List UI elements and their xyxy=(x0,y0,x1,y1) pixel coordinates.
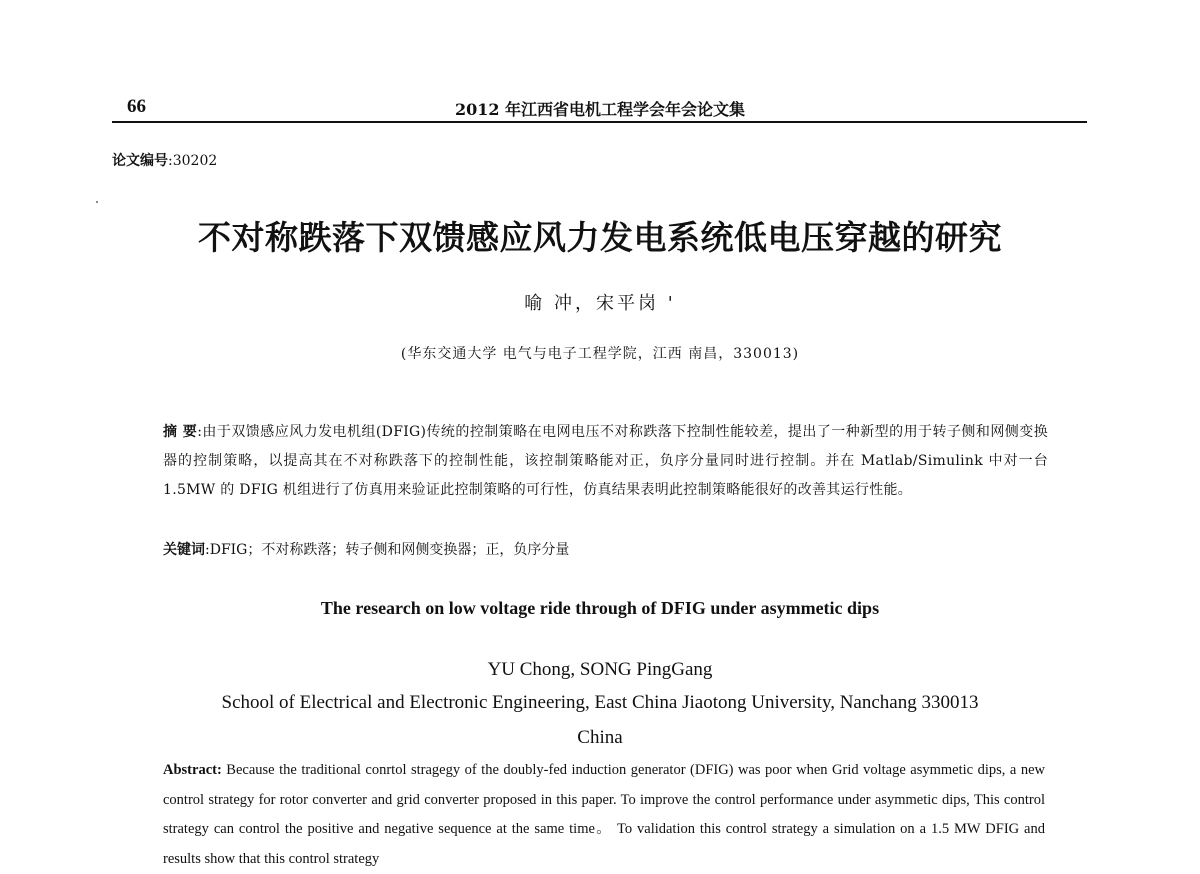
scan-speck xyxy=(96,201,98,203)
keywords-cn-text: :DFIG；不对称跌落；转子侧和网侧变换器；正，负序分量 xyxy=(205,542,570,558)
abstract-en-text: Because the traditional conrtol stragegy of the doubly-fed induction generator (DFIG) was poor when Grid voltage asymmetic dips, a new control strategy for rotor converter and grid converter proposed in this paper. To improve the control performance under asymmetic dips, This control strategy can control the positive and negative sequence at the same time。 To validation this control strategy a simulation on a 1.5 MW DFIG and results show that this control strategy xyxy=(163,762,1045,867)
abstract-en xyxy=(163,756,1045,874)
keywords-cn-label: 关键词 xyxy=(163,542,205,558)
paper-number-label: 论文编号 xyxy=(112,153,168,169)
paper-title-en: The research on low voltage ride through of DFIG under asymmetic dips xyxy=(320,598,880,618)
authors-en: YU Chong, SONG PingGang xyxy=(487,659,713,680)
paper-number xyxy=(112,150,217,170)
affiliation-en-line1: School of Electrical and Electronic Engineering, East China Jiaotong University, Nanchang 330013 xyxy=(221,692,979,713)
paper-title-cn: 不对称跌落下双馈感应风力发电系统低电压穿越的研究 xyxy=(198,218,1002,257)
authors-cn: 喻 冲，宋平岗 ' xyxy=(524,293,676,314)
affiliation-en-line2: China xyxy=(577,727,623,748)
header-rule xyxy=(112,121,1087,123)
abstract-cn xyxy=(163,418,1048,505)
keywords-cn xyxy=(163,536,1048,565)
paper-number-value: :30202 xyxy=(168,153,218,169)
running-title: 2012 年江西省电机工程学会年会论文集 xyxy=(454,100,746,119)
abstract-en-label: Abstract: xyxy=(163,762,222,778)
abstract-cn-label: 摘 要 xyxy=(163,424,198,440)
page-number: 66 xyxy=(127,96,146,117)
abstract-cn-text: :由于双馈感应风力发电机组(DFIG)传统的控制策略在电网电压不对称跌落下控制性能较差，提出了一种新型的用于转子侧和网侧变换器的控制策略，以提高其在不对称跌落下的控制性能，该控制策略能对正，负序分量同时进行控制。并在 Matlab/Simulink 中对一台 1.5MW 的 DFIG 机组进行了仿真用来验证此控制策略的可行性，仿真结果表明此控制策略能很好的改善其运行性能。 xyxy=(163,424,1048,498)
affiliation-cn: (华东交通大学 电气与电子工程学院，江西 南昌，330013) xyxy=(400,346,800,362)
